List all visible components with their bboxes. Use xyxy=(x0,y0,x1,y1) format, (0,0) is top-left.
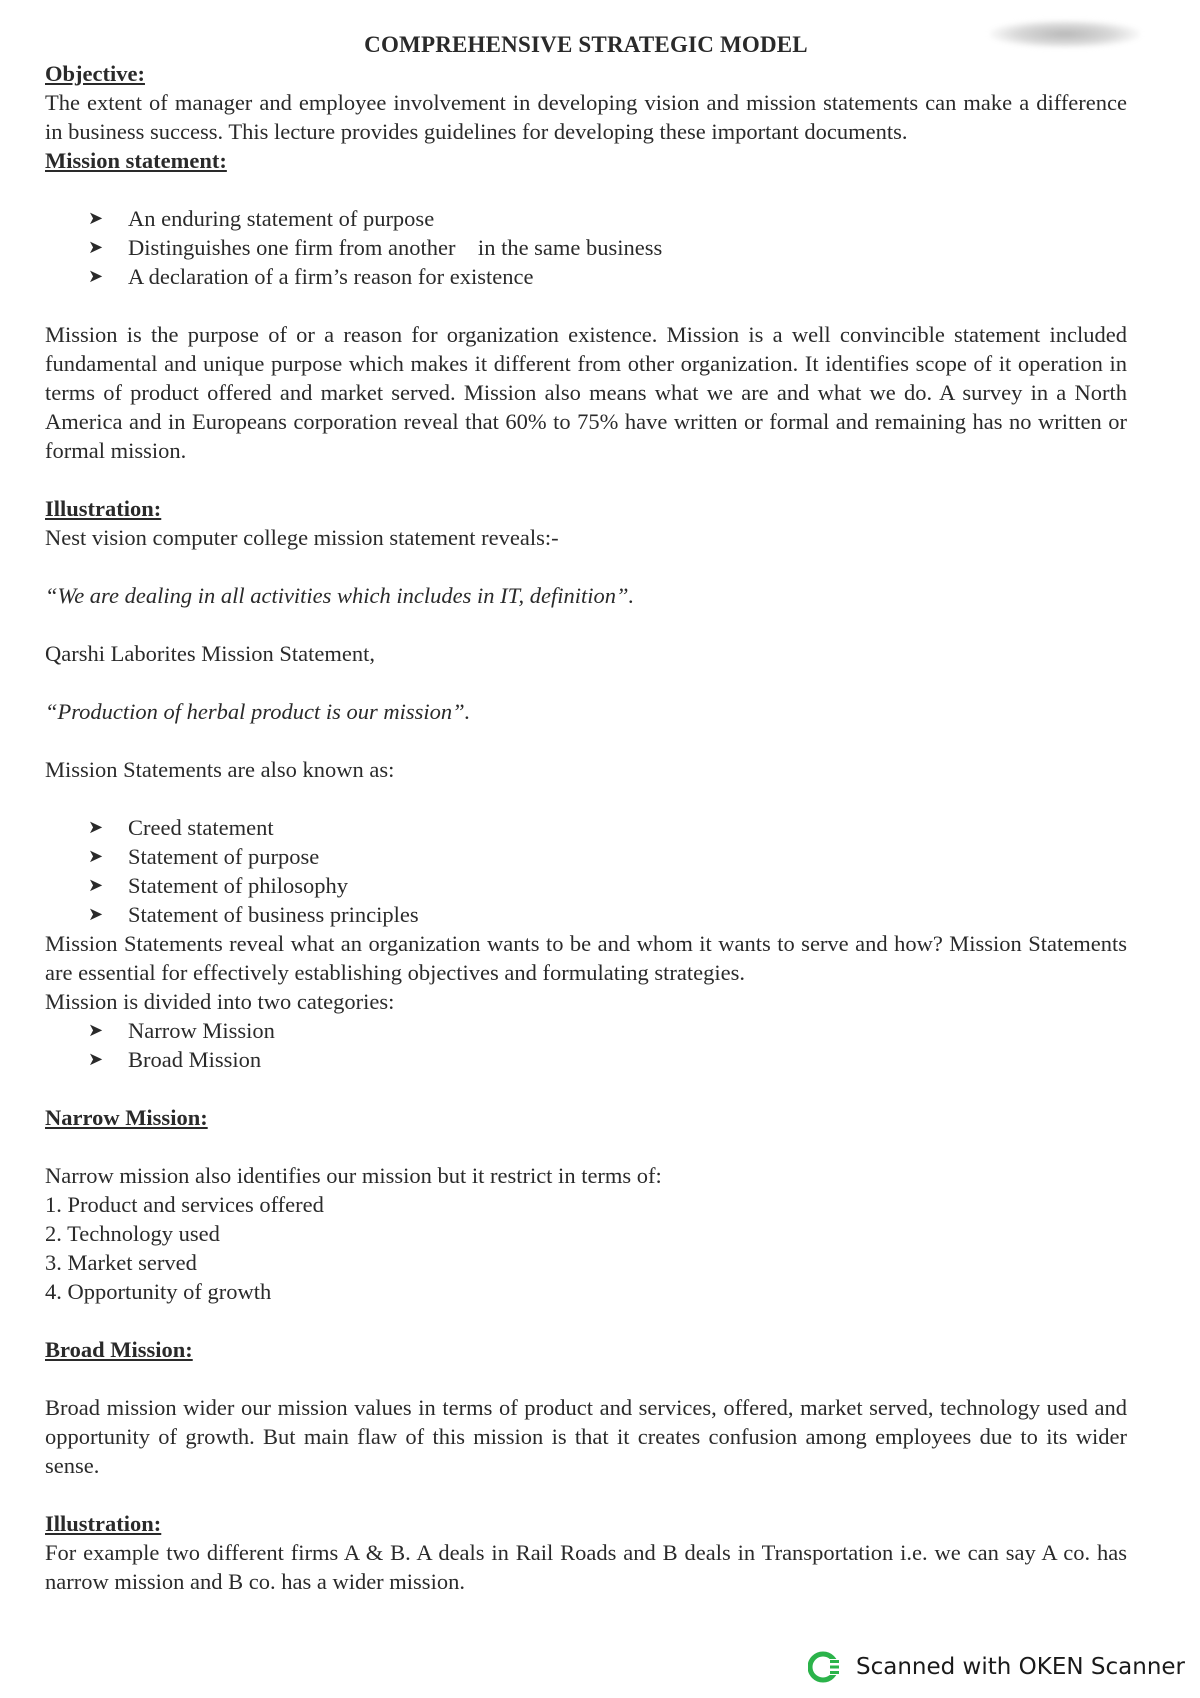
qarshi-quote: “Production of herbal product is our mission”. xyxy=(45,699,471,724)
arrow-bullet-icon: ➤ xyxy=(88,237,104,258)
list-item: 1. Product and services offered xyxy=(45,1192,324,1217)
scanner-text: Scanned with OKEN Scanner xyxy=(856,1654,1185,1680)
broad-mission-text: Broad mission wider our mission values in terms of product and services, offered, market served, technology used and opportunity of growth. But main flaw of this mission is that it creates confusion among employees due to its wider sense. xyxy=(45,1395,1127,1478)
oken-scanner-logo-icon xyxy=(808,1650,842,1684)
category-bullets xyxy=(45,1016,1127,1074)
known-as-bullets xyxy=(45,813,1127,929)
objective-text: The extent of manager and employee involvement in developing vision and mission statements can make a difference in business success. This lecture provides guidelines for developing these important documents. xyxy=(45,90,1127,144)
arrow-bullet-icon: ➤ xyxy=(88,817,104,838)
illustration-intro: Nest vision computer college mission statement reveals:- xyxy=(45,525,559,550)
illustration-2-text: For example two different firms A & B. A deals in Rail Roads and B deals in Transportation i.e. we can say A co. has narrow mission and B co. has a wider mission. xyxy=(45,1540,1127,1594)
narrow-mission-intro: Narrow mission also identifies our mission but it restrict in terms of: xyxy=(45,1163,662,1188)
arrow-bullet-icon: ➤ xyxy=(88,1049,104,1070)
nest-vision-quote: “We are dealing in all activities which includes in IT, definition”. xyxy=(45,583,635,608)
arrow-bullet-icon: ➤ xyxy=(88,846,104,867)
arrow-bullet-icon: ➤ xyxy=(88,266,104,287)
list-item: ➤ Distinguishes one firm from another in the same business xyxy=(88,235,663,260)
list-item: ➤ Narrow Mission xyxy=(88,1018,275,1043)
list-item: ➤ Broad Mission xyxy=(88,1047,262,1072)
document-page xyxy=(45,30,1127,1596)
list-item: ➤ Statement of purpose xyxy=(88,844,320,869)
list-item: ➤ Creed statement xyxy=(88,815,274,840)
list-item: 2. Technology used xyxy=(45,1221,220,1246)
narrow-mission-heading: Narrow Mission: xyxy=(45,1105,208,1130)
list-item: ➤ An enduring statement of purpose xyxy=(88,206,435,231)
arrow-bullet-icon: ➤ xyxy=(88,875,104,896)
list-item: 3. Market served xyxy=(45,1250,197,1275)
illustration-2-heading: Illustration: xyxy=(45,1511,162,1536)
arrow-bullet-icon: ➤ xyxy=(88,904,104,925)
mission-statement-heading: Mission statement: xyxy=(45,148,227,173)
list-item: ➤ Statement of philosophy xyxy=(88,873,348,898)
narrow-mission-list xyxy=(45,1190,1127,1306)
list-item: 4. Opportunity of growth xyxy=(45,1279,272,1304)
qarshi-label: Qarshi Laborites Mission Statement, xyxy=(45,641,375,666)
divided-text: Mission is divided into two categories: xyxy=(45,989,395,1014)
scanner-watermark xyxy=(808,1647,1185,1687)
illustration-heading: Illustration: xyxy=(45,496,162,521)
known-as-text: Mission Statements are also known as: xyxy=(45,757,395,782)
mission-statement-bullets xyxy=(45,204,1127,291)
objective-heading: Objective: xyxy=(45,61,145,86)
list-item: ➤ Statement of business principles xyxy=(88,902,419,927)
arrow-bullet-icon: ➤ xyxy=(88,208,104,229)
page-title: COMPREHENSIVE STRATEGIC MODEL xyxy=(364,32,808,57)
reveal-paragraph: Mission Statements reveal what an organization wants to be and whom it wants to serve and how? Mission Statements are essential for effectively establishing objectives and formulating strategies. xyxy=(45,931,1127,985)
list-item: ➤ A declaration of a firm’s reason for existence xyxy=(88,264,534,289)
broad-mission-heading: Broad Mission: xyxy=(45,1337,193,1362)
mission-paragraph: Mission is the purpose of or a reason for organization existence. Mission is a well convincible statement included fundamental and unique purpose which makes it different from other organization. It identifies scope of it operation in terms of product offered and market served. Mission also means what we are and what we do. A survey in a North America and in Europeans corporation reveal that 60% to 75% have written or formal and remaining has no written or formal mission. xyxy=(45,322,1127,463)
arrow-bullet-icon: ➤ xyxy=(88,1020,104,1041)
